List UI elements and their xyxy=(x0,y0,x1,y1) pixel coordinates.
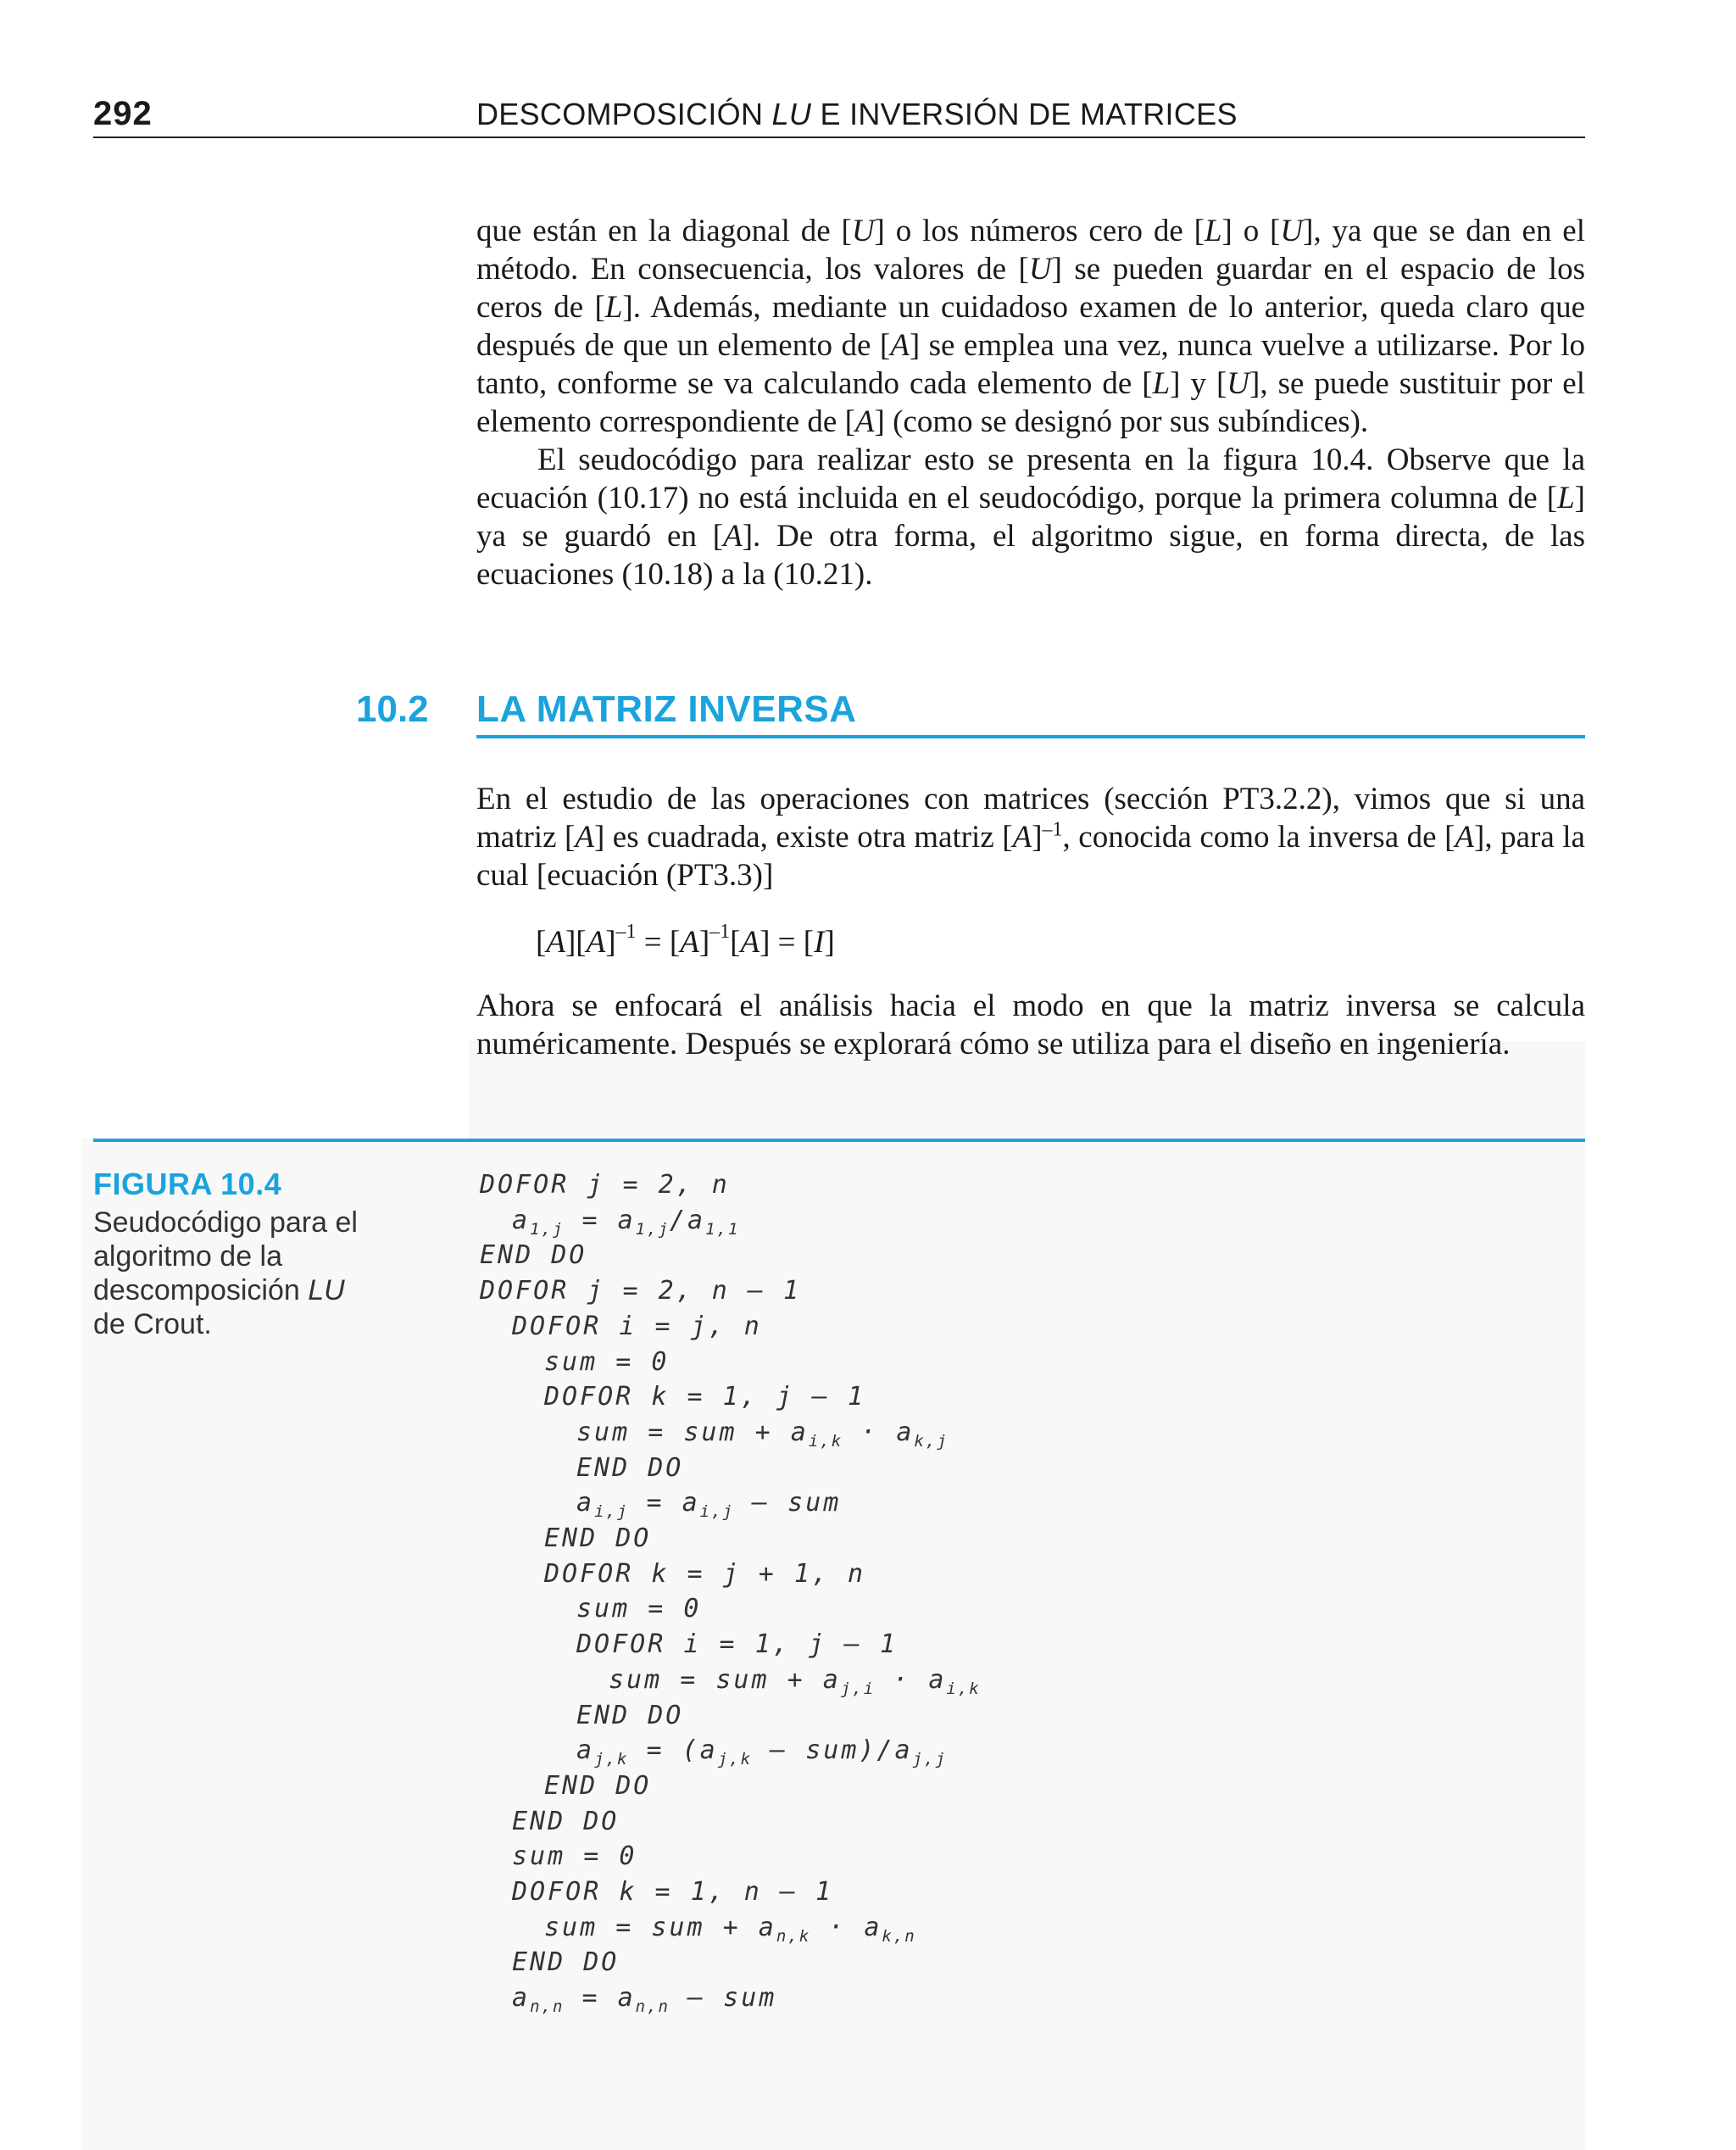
subscript: 1,1 xyxy=(705,1219,740,1239)
paragraph-1 xyxy=(476,212,1585,441)
text-run: ]. De otra forma, el algoritmo sigue, en forma directa, de las ecuaciones (10.18) a la (10.21). xyxy=(476,519,1585,592)
code-line: sum = 0 xyxy=(512,1841,637,1872)
superscript: –1 xyxy=(1042,818,1063,841)
math-var: A xyxy=(680,925,699,960)
paragraph-2 xyxy=(476,441,1585,593)
code-line: DOFOR j = 2, n – 1 xyxy=(480,1276,802,1306)
running-title-part: E INVERSIÓN DE MATRICES xyxy=(811,97,1238,131)
running-title-part: DESCOMPOSICIÓN xyxy=(476,97,772,131)
text-run: ] se pueden guardar en el espacio de los ceros de [ xyxy=(476,252,1585,325)
section-rule xyxy=(476,735,1585,738)
math-var: L xyxy=(604,290,623,325)
text-run: que están en la diagonal de [ xyxy=(476,214,852,248)
eq-part: ] xyxy=(698,925,710,960)
code-line: DOFOR k = 1, n – 1 xyxy=(512,1877,834,1907)
paragraph-3 xyxy=(476,780,1585,894)
math-var: A xyxy=(586,925,606,960)
text-run: ] es cuadrada, existe otra matriz [ xyxy=(593,820,1013,855)
figure-rule xyxy=(93,1139,1585,1142)
eq-part: [ xyxy=(730,925,741,960)
math-var: A xyxy=(1455,820,1475,855)
text-run: ] se emplea una vez, nunca vuelve a utilizarse. Por lo tanto, conforme se va calculando cada elemento de [ xyxy=(476,328,1585,401)
subscript: k,n xyxy=(882,1926,916,1946)
subscript: i,j xyxy=(699,1502,734,1522)
code-line: END DO xyxy=(512,1806,620,1836)
text-run: ]. Además, mediante un cuidadoso examen de lo anterior, queda claro que después de que un elemento de [ xyxy=(476,290,1585,363)
subscript: j,i xyxy=(840,1679,876,1698)
section-number: 10.2 xyxy=(356,688,429,730)
text-run: ], para la cual [ecuación (PT3.3)] xyxy=(476,820,1585,893)
math-var: A xyxy=(575,820,594,855)
code-line: DOFOR i = j, n xyxy=(512,1311,762,1341)
text-run: ] o [ xyxy=(1221,214,1281,248)
math-var: A xyxy=(723,519,743,554)
math-var: I xyxy=(814,925,825,960)
code-line: END DO xyxy=(480,1240,587,1271)
subscript: n,n xyxy=(530,1997,565,2017)
subscript: j,k xyxy=(717,1750,753,1769)
text-run: ] ya se guardó en [ xyxy=(476,481,1585,554)
subscript: j,k xyxy=(594,1750,629,1769)
text-run: ] o los números cero de [ xyxy=(874,214,1205,248)
code-line: DOFOR j = 2, n xyxy=(480,1170,730,1200)
code-line: END DO xyxy=(544,1523,652,1553)
eq-part: ] xyxy=(824,925,835,960)
page-number: 292 xyxy=(93,95,153,132)
math-var: L xyxy=(1204,214,1222,248)
code-line: sum = sum + $a_{i,k} \cdot a_{k,j}$ xyxy=(576,1417,949,1451)
text-run: ] y [ xyxy=(1170,366,1227,401)
caption-text: de Crout. xyxy=(93,1308,212,1340)
text-run: Ahora se enfocará el análisis hacia el modo en que la matriz inversa se calcula numéricamente. Después se explorará cómo se utiliza para el diseño en ingeniería. xyxy=(476,989,1585,1061)
text-run: ], se puede sustituir por el elemento correspondiente de [ xyxy=(476,366,1586,439)
text-run: ] xyxy=(1032,820,1043,855)
code-line: $a_{n,n} = a_{n,n}$ – sum xyxy=(512,1983,777,2017)
math-var: L xyxy=(1557,481,1575,515)
text-run: En el estudio de las operaciones con matrices (sección PT3.2.2), vimos que si una matriz [ xyxy=(476,782,1585,855)
code-line: END DO xyxy=(576,1452,684,1483)
subscript: i,k xyxy=(808,1431,843,1451)
paragraph-4 xyxy=(476,987,1585,1063)
math-var: A xyxy=(854,404,875,439)
code-line: $a_{i,j} = a_{i,j}$ – sum xyxy=(576,1488,842,1522)
math-var: A xyxy=(890,328,910,363)
code-line: sum = sum + $a_{n,k} \cdot a_{k,n}$ xyxy=(544,1912,916,1946)
math-var: A xyxy=(1012,820,1032,855)
math-var: A xyxy=(740,925,760,960)
code-line: END DO xyxy=(512,1947,620,1978)
superscript: –1 xyxy=(615,920,637,943)
math-var: U xyxy=(1280,214,1304,248)
section-title: LA MATRIZ INVERSA xyxy=(476,688,857,730)
math-var: U xyxy=(851,214,875,248)
running-title xyxy=(476,97,1238,132)
text-run: , conocida como la inversa de [ xyxy=(1062,820,1455,855)
code-line: END DO xyxy=(544,1770,652,1801)
subscript: j,j xyxy=(912,1750,947,1769)
math-var: U xyxy=(1227,366,1250,401)
math-var: A xyxy=(546,925,565,960)
code-line: DOFOR k = 1, j – 1 xyxy=(544,1382,866,1412)
subscript: i,k xyxy=(946,1679,981,1698)
superscript: –1 xyxy=(709,920,731,943)
figure-label: FIGURA 10.4 xyxy=(93,1167,282,1201)
subscript: k,j xyxy=(914,1431,949,1451)
code-line: DOFOR i = 1, j – 1 xyxy=(576,1629,899,1660)
math-var: L xyxy=(1152,366,1171,401)
figure-caption xyxy=(93,1206,381,1341)
subscript: 1,j xyxy=(530,1219,565,1239)
eq-part: ] xyxy=(605,925,616,960)
subscript: i,j xyxy=(594,1502,629,1522)
equation xyxy=(536,920,835,961)
eq-part: = [ xyxy=(636,925,681,960)
text-run: ], ya que se dan en el método. En consecuencia, los valores de [ xyxy=(476,214,1585,287)
code-line: END DO xyxy=(576,1700,684,1730)
subscript: n,n xyxy=(635,1997,670,2017)
caption-italic: LU xyxy=(308,1274,345,1306)
running-title-italic: LU xyxy=(771,97,812,131)
subscript: 1,j xyxy=(635,1219,670,1239)
header-rule xyxy=(93,136,1585,138)
eq-part: ][ xyxy=(565,925,587,960)
code-line: sum = sum + $a_{j,i} \cdot a_{i,k}$ xyxy=(609,1664,981,1698)
code-line: DOFOR k = j + 1, n xyxy=(544,1558,866,1589)
text-run: ] (como se designó por sus subíndices). xyxy=(874,404,1369,439)
subscript: n,k xyxy=(776,1926,811,1946)
eq-part: [ xyxy=(536,925,547,960)
caption-text: Seudocódigo para el algoritmo de la descomposición xyxy=(93,1206,358,1306)
code-line: $a_{1,j} = a_{1,j}/a_{1,1}$ xyxy=(512,1205,740,1239)
code-line: sum = 0 xyxy=(576,1594,702,1624)
code-line: sum = 0 xyxy=(544,1346,670,1377)
math-var: U xyxy=(1028,252,1052,287)
code-line: $a_{j,k} = (a_{j,k} - sum)/a_{j,j}$ xyxy=(576,1735,947,1769)
eq-part: ] = [ xyxy=(760,925,815,960)
text-run: El seudocódigo para realizar esto se presenta en la figura 10.4. Observe que la ecuación (10.17) no está incluida en el seudocódigo, porque la primera columna de [ xyxy=(476,443,1585,515)
